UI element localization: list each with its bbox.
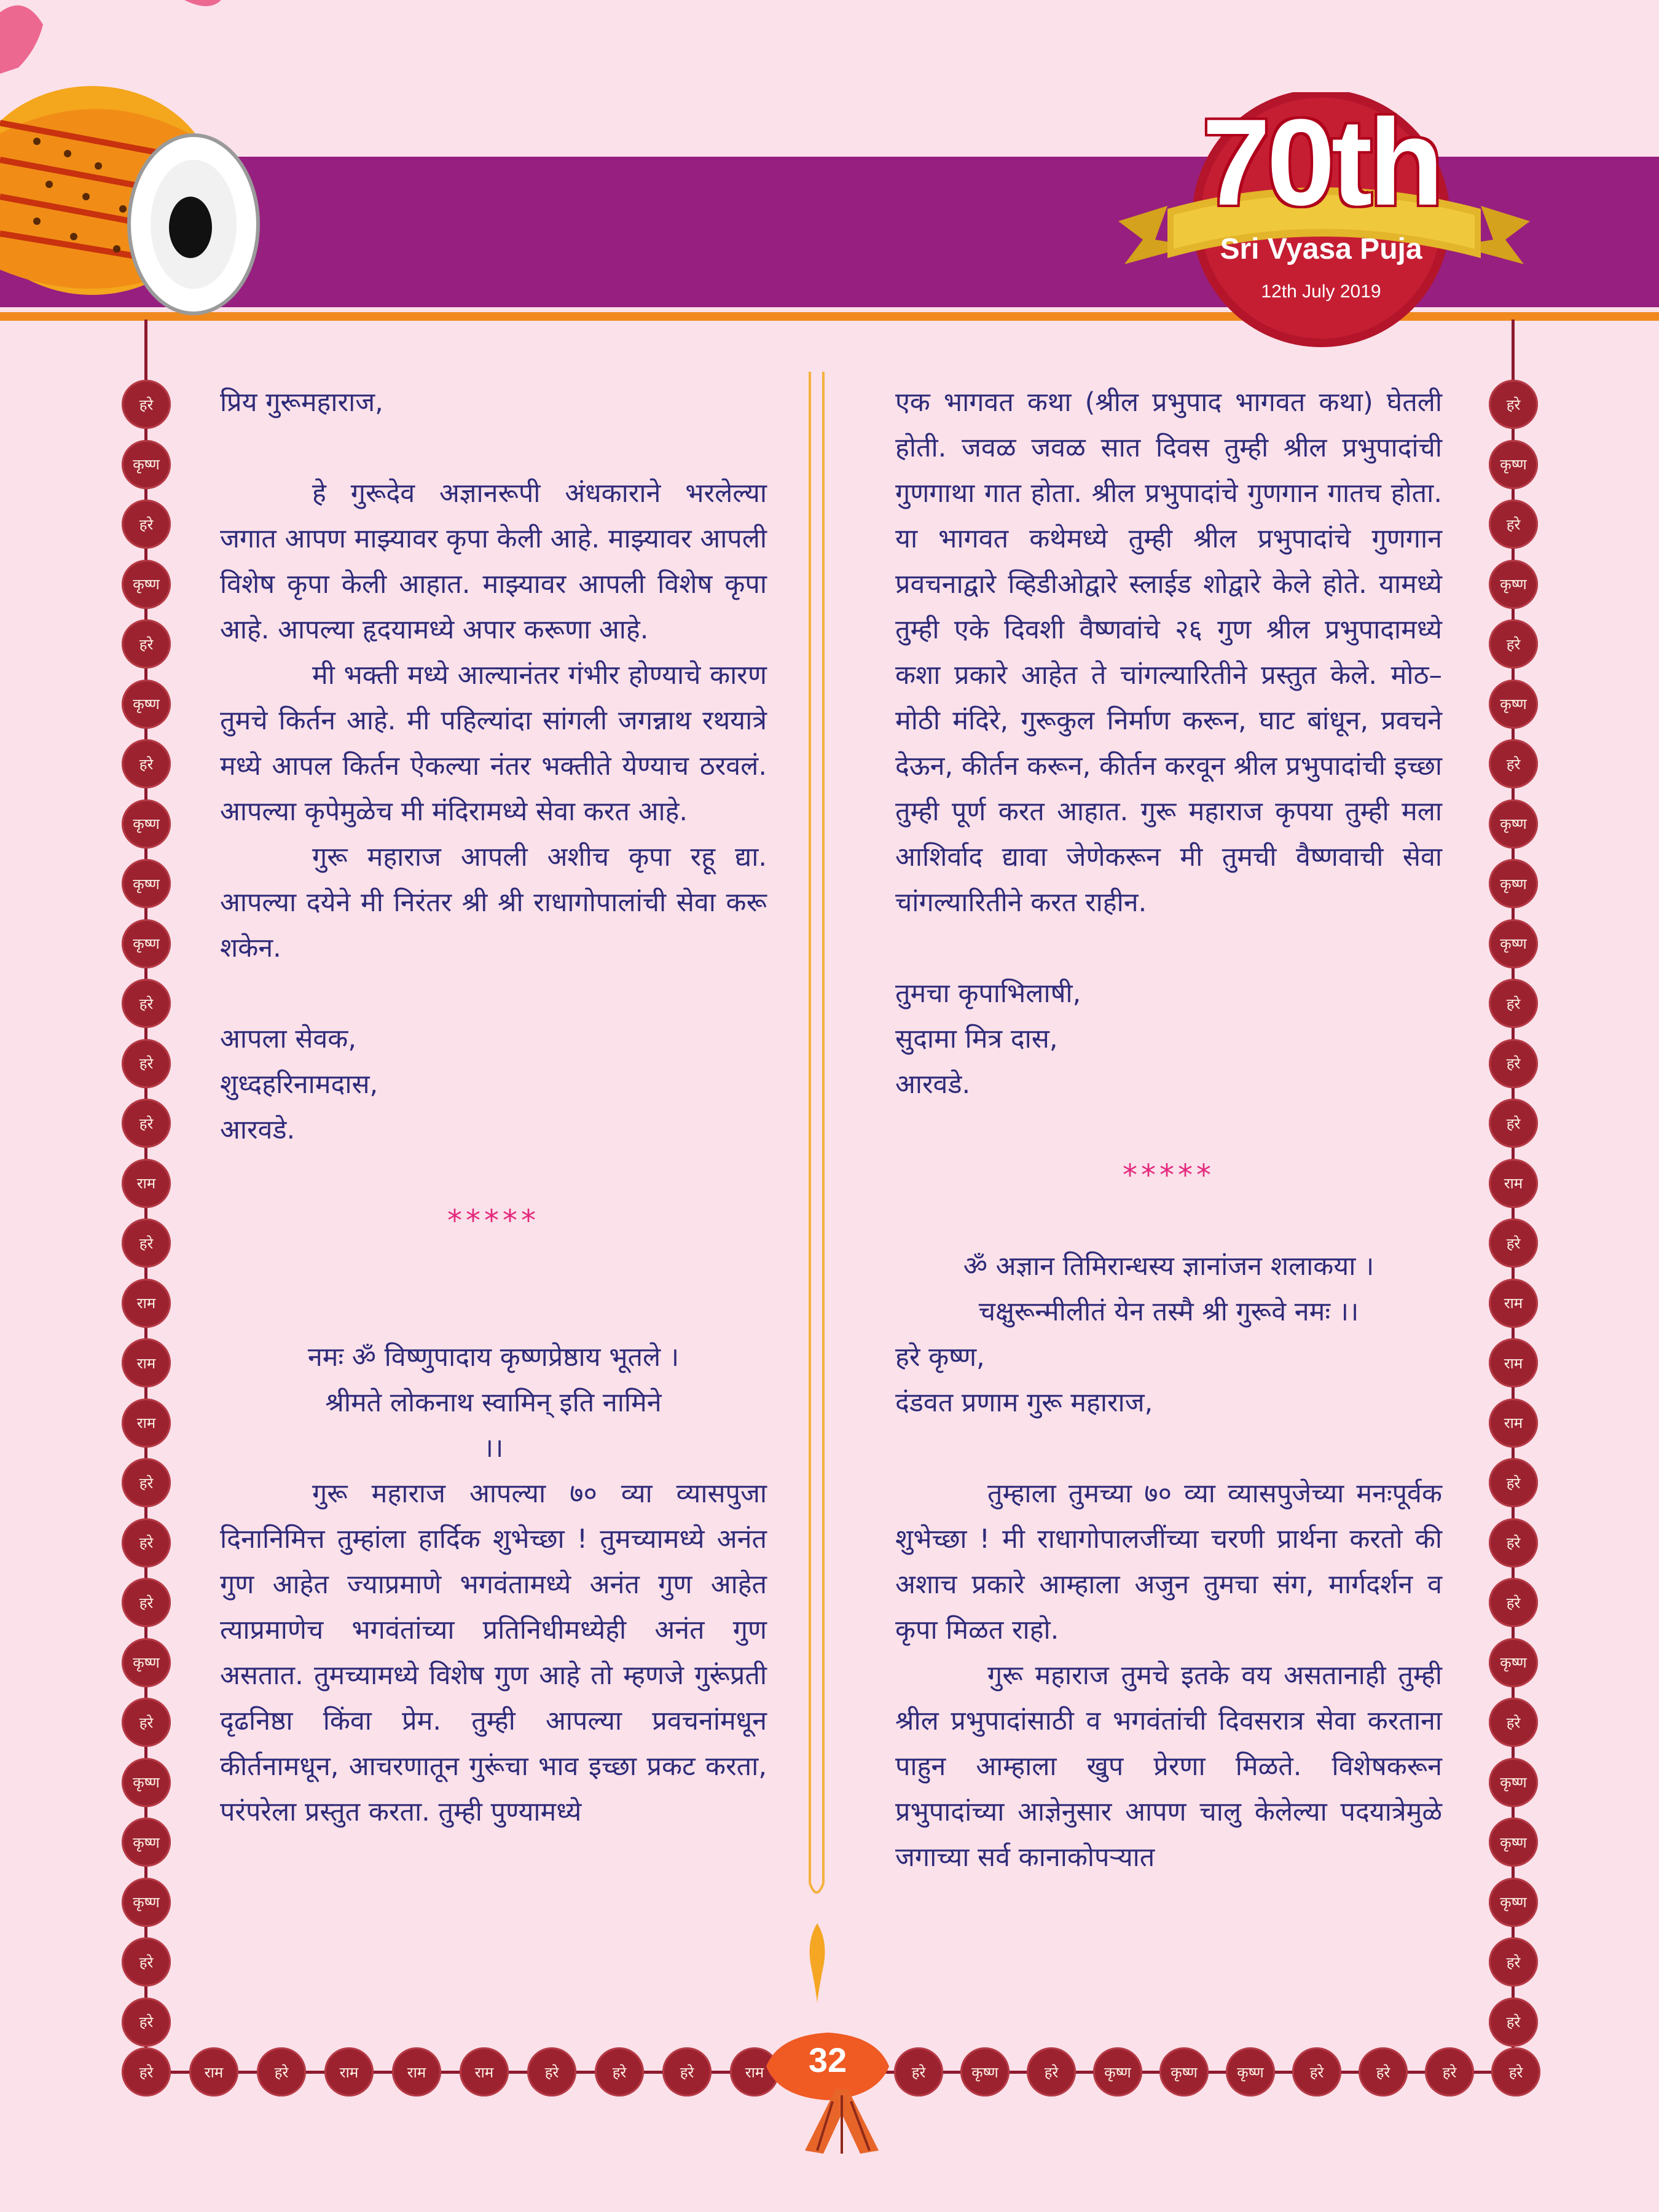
bead-hare: हरे [1425,2047,1474,2096]
signoff-place: आरवडे. [895,1069,971,1100]
bead-krishna: कृष्ण [1489,1818,1538,1867]
bead-hare: हरे [122,1998,171,2047]
bead-rama: राम [1489,1279,1538,1328]
bead-hare: हरे [122,1578,171,1627]
bead-hare: हरे [1491,2047,1540,2096]
greeting: हरे कृष्ण, [895,1342,985,1373]
paragraph: गुरू महाराज आपली अशीच कृपा रहू द्या. आपल्या दयेने मी निरंतर श्री श्री राधागोपालांची सेवा करू शकेन. [220,842,767,963]
bead-hare: हरे [1489,1518,1538,1567]
bead-krishna: कृष्ण [1489,799,1538,849]
signoff: आपला सेवक, [220,1024,356,1054]
bead-rama: राम [189,2047,238,2096]
paragraph: तुम्हाला तुमच्या ७० व्या व्यासपुजेच्या मनःपूर्वक शुभेच्छा ! मी राधागोपालजींच्या चरणी प्रार्थना करतो की अशाच प्रकारे आम्हाला अजुन तुमचा संग, मार्गदर्शन व कृपा मिळत राहो. [895,1478,1442,1645]
bead-hare: हरे [1489,979,1538,1028]
bead-krishna: कृष्ण [122,440,171,489]
bead-hare: हरे [122,1039,171,1088]
bead-rama: राम [122,1338,171,1387]
bead-krishna: कृष्ण [1489,560,1538,609]
right-column [895,380,1442,1880]
bead-hare: हरे [122,2047,171,2096]
bead-krishna: कृष्ण [122,680,171,729]
bead-krishna: कृष्ण [960,2047,1010,2096]
bead-hare: हरे [122,619,171,669]
bead-hare: हरे [595,2047,644,2096]
bead-krishna: कृष्ण [1489,919,1538,968]
bead-hare: हरे [122,1698,171,1747]
signoff-name: शुध्दहरिनामदास, [220,1069,378,1100]
bead-krishna: कृष्ण [1489,440,1538,489]
bead-hare: हरे [527,2047,576,2096]
signoff-name: सुदामा मित्र दास, [895,1024,1058,1054]
verse-line: ॐ अज्ञान तिमिरान्धस्य ज्ञानांजन शलाकया । [963,1251,1375,1282]
bead-hare: हरे [1489,1998,1538,2047]
bead-hare: हरे [122,739,171,788]
bead-hare: हरे [1489,619,1538,669]
verse-line: नमः ॐ विष्णुपादाय कृष्णप्रेष्ठाय भूतले । [307,1342,680,1373]
bead-rama: राम [122,1279,171,1328]
bead-hare: हरे [122,979,171,1028]
bead-hare: हरे [894,2047,943,2096]
bead-krishna: कृष्ण [1489,1638,1538,1687]
column-divider [807,372,826,1926]
bead-hare: हरे [1489,380,1538,429]
paragraph: गुरू महाराज आपल्या ७० व्या व्यासपुजा दिनानिमित्त तुम्हांला हार्दिक शुभेच्छा ! तुमच्यामध्ये अनंत गुण आहेत ज्याप्रमाणे भगवंतामध्ये अनंत गुण आहेत त्याप्रमाणेच भगवंतांच्या प्रतिनिधीमध्येही अनंत गुण असतात. तुमच्यामध्ये विशेष गुण आहे तो म्हणजे गुरूंप्रती दृढनिष्ठा किंवा प्रेम. तुम्ही आपल्या प्रवचनांमधून कीर्तनामधून, आचरणातून गुरूंचा भाव इच्छा प्रकट करता, परंपरेला प्रस्तुत करता. तुम्ही पुण्यामध्ये [220,1478,767,1827]
bead-rama: राम [1489,1338,1538,1387]
bead-hare: हरे [257,2047,306,2096]
signoff-place: आरवडे. [220,1115,296,1145]
bead-krishna: कृष्ण [1226,2047,1275,2096]
badge-title: Sri Vyasa Puja [1220,233,1422,265]
bead-krishna: कृष्ण [122,1818,171,1867]
paragraph: हे गुरूदेव अज्ञानरूपी अंधकाराने भरलेल्या जगात आपण माझ्यावर कृपा केली आहे. माझ्यावर आपली विशेष कृपा केली आहात. माझ्यावर आपली विशेष कृपा आहे. आपल्या हृदयामध्ये अपार करूणा आहे. [220,478,767,645]
verse-line: ।। [483,1433,504,1464]
bead-rama: राम [122,1398,171,1448]
bead-hare: हरे [122,380,171,429]
badge-date: 12th July 2019 [1261,281,1381,302]
bead-hare: हरे [662,2047,712,2096]
bead-hare: हरे [1489,1218,1538,1268]
bead-hare: हरे [1489,1698,1538,1747]
bead-krishna: कृष्ण [1489,859,1538,908]
bead-rama: राम [122,1159,171,1208]
bead-krishna: कृष्ण [1489,1878,1538,1927]
bead-hare: हरे [1489,500,1538,549]
bead-hare: हरे [122,1099,171,1148]
bead-krishna: कृष्ण [122,560,171,609]
greeting: दंडवत प्रणाम गुरू महाराज, [895,1387,1153,1418]
bead-hare: हरे [122,1218,171,1268]
bead-rama: राम [460,2047,509,2096]
bead-hare: हरे [1489,739,1538,788]
bead-krishna: कृष्ण [122,1878,171,1927]
bead-hare: हरे [1489,1099,1538,1148]
bead-hare: हरे [122,1937,171,1986]
bead-rama: राम [1489,1159,1538,1208]
bead-hare: हरे [1489,1039,1538,1088]
bead-krishna: कृष्ण [1489,680,1538,729]
verse-line: चक्षुरून्मीलीतं येन तस्मै श्री गुरूवे नमः ।। [978,1296,1359,1327]
bead-krishna: कृष्ण [1159,2047,1209,2096]
bead-rama: राम [1489,1398,1538,1448]
bead-krishna: कृष्ण [122,799,171,849]
page-number: 32 [808,2041,847,2079]
bead-hare: हरे [1292,2047,1341,2096]
bead-krishna: कृष्ण [122,1638,171,1687]
section-separator: ***** [1123,1158,1215,1193]
bead-rama: राम [392,2047,441,2096]
bead-hare: हरे [122,500,171,549]
bead-hare: हरे [122,1458,171,1507]
bead-hare: हरे [1489,1578,1538,1627]
bead-krishna: कृष्ण [122,919,171,968]
section-separator: ***** [447,1204,539,1238]
bead-krishna: कृष्ण [122,1758,171,1807]
bead-rama: राम [730,2047,779,2096]
badge-number: 70th [1202,94,1440,231]
bead-hare: हरे [1359,2047,1408,2096]
salutation: प्रिय गुरूमहाराज, [220,387,383,418]
verse-line: श्रीमते लोकनाथ स्वामिन् इति नामिने [325,1387,662,1418]
bead-krishna: कृष्ण [122,859,171,908]
bead-hare: हरे [122,1518,171,1567]
left-column [220,380,767,1835]
tassel-icon [799,2089,885,2157]
bead-hare: हरे [1489,1458,1538,1507]
signoff: तुमचा कृपाभिलाषी, [895,978,1081,1009]
paragraph: एक भागवत कथा (श्रील प्रभुपाद भागवत कथा) घेतली होती. जवळ जवळ सात दिवस तुम्ही श्रील प्रभुपादांची गुणगाथा गात होता. श्रील प्रभुपादांचे गुणगान गातच होता. या भागवत कथेमध्ये तुम्ही श्रील प्रभुपादांचे गुणगान प्रवचनाद्वारे व्हिडीओद्वारे स्लाईड शोद्वारे केले होते. यामध्ये तुम्ही एके दिवशी वैष्णवांचे २६ गुण श्रील प्रभुपादामध्ये कशा प्रकारे आहेत ते चांगल्यारितीने प्रस्तुत केले. मोठ–मोठी मंदिरे, गुरूकुल निर्माण करून, घाट बांधून, प्रवचने देऊन, कीर्तन करून, कीर्तन करवून श्रील प्रभुपादांची इच्छा तुम्ही पूर्ण करत आहात. गुरू महाराज कृपया तुम्ही मला आशिर्वाद द्यावा जेणेकरून मी तुमची वैष्णवाची सेवा चांगल्यारितीने करत राहीन. [895,387,1442,918]
bead-hare: हरे [1027,2047,1076,2096]
bead-krishna: कृष्ण [1489,1758,1538,1807]
divider-pendant-icon [805,1923,830,2003]
drum-illustration [0,0,270,320]
bead-hare: हरे [1489,1937,1538,1986]
bead-rama: राम [324,2047,374,2096]
bead-krishna: कृष्ण [1093,2047,1142,2096]
paragraph: मी भक्ती मध्ये आल्यानंतर गंभीर होण्याचे कारण तुमचे किर्तन आहे. मी पहिल्यांदा सांगली जगन्नाथ रथयात्रे मध्ये आपल किर्तन ऐकल्या नंतर भक्तीते येण्याच ठरवलं. आपल्या कृपेमुळेच मी मंदिरामध्ये सेवा करत आहे. [220,660,767,827]
paragraph: गुरू महाराज तुमचे इतके वय असतानाही तुम्ही श्रील प्रभुपादांसाठी व भगवंतांची दिवसरात्र सेवा करताना पाहुन आम्हाला खुप प्रेरणा मिळते. विशेषकरून प्रभुपादांच्या आज्ञेनुसार आपण चालु केलेल्या पदयात्रेमुळे जगाच्या सर्व कानाकोपऱ्यात [895,1660,1442,1873]
